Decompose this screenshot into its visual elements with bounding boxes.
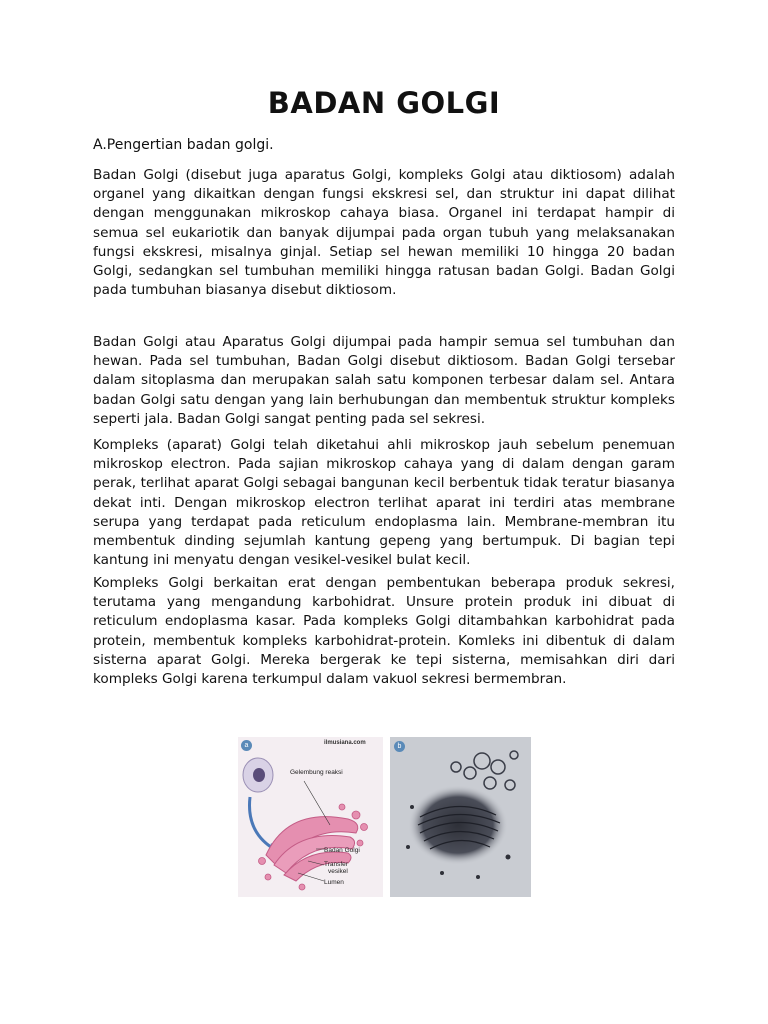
panel-a-badge: a <box>241 740 252 751</box>
label-lumen: Lumen <box>324 879 344 886</box>
section-heading: A.Pengertian badan golgi. <box>93 137 274 153</box>
golgi-figure <box>238 737 531 897</box>
panel-b-badge: b <box>394 741 405 752</box>
label-badan-golgi: Badan Golgi <box>324 847 360 854</box>
golgi-micrograph-graphic <box>390 737 531 897</box>
paragraph-4: Kompleks Golgi berkaitan erat dengan pembentukan beberapa produk sekresi, terutama yang mengandung karbohidrat. Unsure protein produk ini dibuat di reticulum endoplasma kasar. Pada kompleks Golgi ditambahkan karbohidrat pada protein, membentuk kompleks karbohidrat-protein. Komleks ini dibentuk di dalam sisterna aparat Golgi. Mereka bergerak ke tepi sisterna, memisahkan diri dari kompleks Golgi karena terkumpul dalam vakuol sekresi bermembran. <box>93 575 675 688</box>
watermark-text: ilmusiana.com <box>324 740 366 746</box>
page-title: BADAN GOLGI <box>267 86 501 120</box>
paragraph-1: Badan Golgi (disebut juga aparatus Golgi, kompleks Golgi atau diktiosom) adalah organel yang dikaitkan dengan fungsi ekskresi sel, dan struktur ini dapat dilihat dengan menggunakan mikroskop cahaya biasa. Organel ini terdapat hampir di semua sel eukariotik dan banyak dijumpai pada organ tubuh yang melaksanakan fungsi ekskresi, misalnya ginjal. Setiap sel hewan memiliki 10 hingga 20 badan Golgi, sedangkan sel tumbuhan memiliki hingga ratusan badan Golgi. Badan Golgi pada tumbuhan biasanya disebut diktiosom. <box>93 167 675 299</box>
golgi-illustration-graphic <box>238 737 383 897</box>
paragraph-3: Kompleks (aparat) Golgi telah diketahui ahli mikroskop jauh sebelum penemuan mikroskop electron. Pada sajian mikroskop cahaya yang di dalam dengan garam perak, terlihat aparat Golgi sebagai bangunan kecil berbentuk tidak teratur biasanya dekat inti. Dengan mikroskop electron terlihat aparat ini terdiri atas membrane serupa yang terdapat pada reticulum endoplasma lain. Membrane-membran itu membentuk dinding sejumlah kantung gepeng yang bertumpuk. Di bagian tepi kantung ini menyatu dengan vesikel-vesikel bulat kecil. <box>93 437 675 569</box>
paragraph-2: Badan Golgi atau Aparatus Golgi dijumpai pada hampir semua sel tumbuhan dan hewan. Pada sel tumbuhan, Badan Golgi disebut diktiosom. Badan Golgi tersebar dalam sitoplasma dan merupakan salah satu komponen terbesar dalam sel. Antara badan Golgi satu dengan yang lain berhubungan dan membentuk struktur kompleks seperti jala. Badan Golgi sangat penting pada sel sekresi. <box>93 334 675 427</box>
golgi-micrograph <box>390 737 531 897</box>
label-gelembung-reaksi: Gelembung reaksi <box>290 769 343 776</box>
golgi-illustration <box>238 737 383 897</box>
label-transfer: Transfer <box>324 861 348 868</box>
label-vesikel: vesikel <box>328 868 348 875</box>
